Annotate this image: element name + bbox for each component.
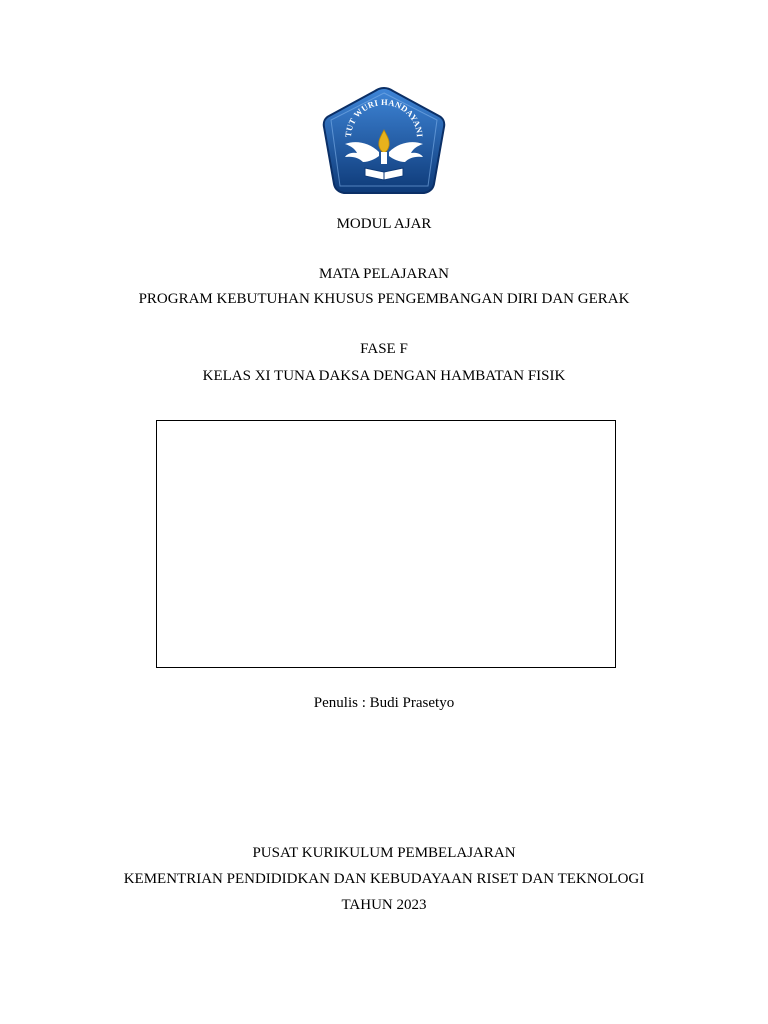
subject-label: MATA PELAJARAN (318, 266, 450, 282)
institution-name: PUSAT KURIKULUM PEMBELAJARAN (252, 845, 516, 861)
empty-image-frame (156, 420, 616, 668)
module-title: MODUL AJAR (336, 216, 432, 232)
logo-motto: TUT WURI HANDAYANI (342, 96, 426, 138)
ministry-name: KEMENTRIAN PENDIDIDKAN DAN KEBUDAYAAN RISET DAN TEKNOLOGI (123, 871, 645, 887)
author-line: Penulis : Budi Prasetyo (313, 695, 455, 711)
phase-label: FASE F (360, 341, 408, 357)
tut-wuri-handayani-logo (321, 86, 447, 206)
class-line: KELAS XI TUNA DAKSA DENGAN HAMBATAN FISIK (202, 368, 566, 384)
subject-name: PROGRAM KEBUTUHAN KHUSUS PENGEMBANGAN DIRI DAN GERAK (138, 291, 630, 307)
year-line: TAHUN 2023 (341, 897, 427, 913)
